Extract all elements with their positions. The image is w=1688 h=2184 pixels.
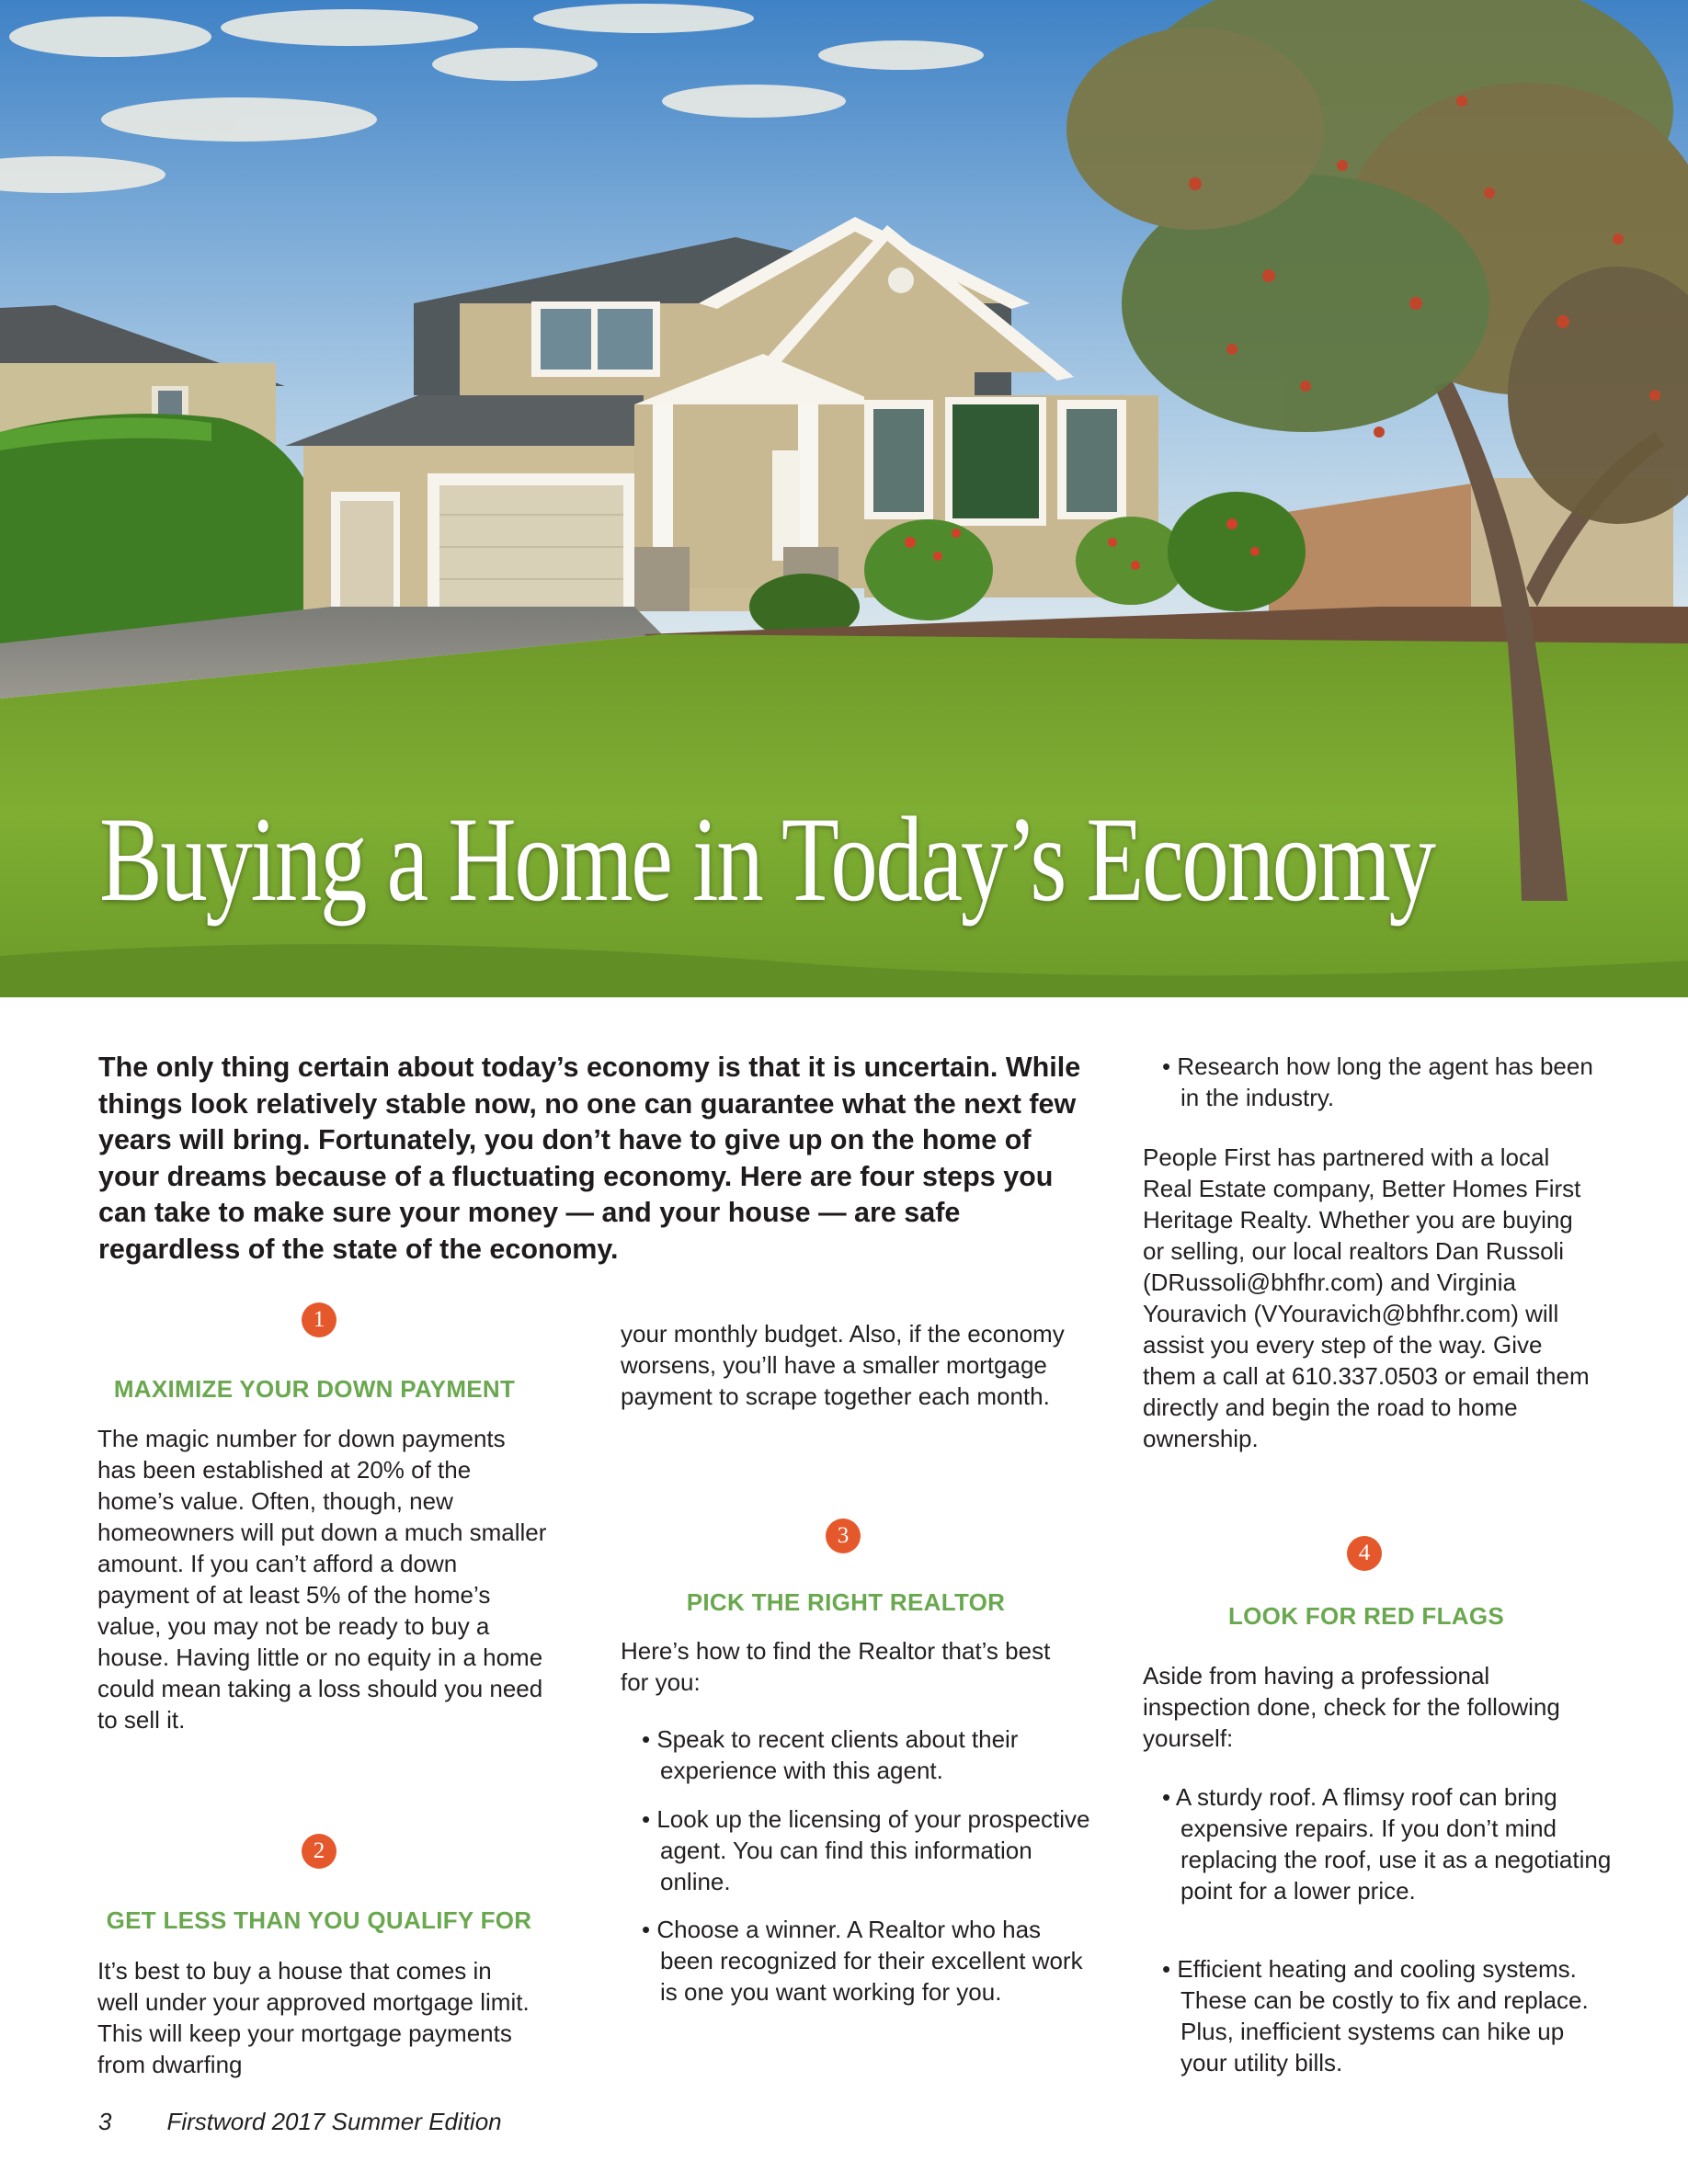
list-item-text: Choose a winner. A Realtor who has been recognized for their excellent work is one you want working for you. (656, 1916, 1083, 2006)
step-heading-3: PICK THE RIGHT REALTOR (686, 1588, 1006, 1616)
step-body-1: The magic number for down payments has been established at 20% of the home’s value. Often, though, new homeowners will put down a much smaller amount. If you can’t afford a down payment of at least 5% of the home’s value, you may not be ready to buy a house. Having little or no equity in a home could mean taking a loss should you need to sell it. (97, 1425, 547, 1734)
step-number-badge-4: 4 (1347, 1536, 1382, 1571)
list-item-text: Research how long the agent has been in the industry. (1177, 1052, 1593, 1111)
step-heading-1: MAXIMIZE YOUR DOWN PAYMENT (113, 1375, 516, 1403)
step-number-badge-1: 1 (302, 1302, 336, 1337)
list-item (1162, 1051, 1613, 1113)
list-item (1162, 1953, 1613, 2078)
list-item-text: Look up the licensing of your prospective agent. You can find this information online. (656, 1805, 1090, 1895)
step-number-badge-2: 2 (302, 1834, 336, 1869)
list-item-text: Speak to recent clients about their experience with this agent. (656, 1725, 1019, 1784)
list-item (1162, 1781, 1613, 1906)
bullet-glyph: • (642, 1916, 651, 1943)
list-item (642, 1914, 1092, 2008)
list-item-text: A sturdy roof. A flimsy roof can bring expensive repairs. If you don’t mind replacing the roof, use it as a negotiating point for a lower price. (1175, 1783, 1612, 1905)
step-body-2-continued: your monthly budget. Also, if the economy worsens, you’ll have a smaller mortgage payment to scrape together each month. (621, 1320, 1065, 1410)
partner-paragraph: People First has partnered with a local Real Estate company, Better Homes First Heritage Realty. Whether you are buying or selling, our local realtors Dan Russoli (DRussoli@bhfhr.com) and Virginia Youravich (VYouravich@bhfhr.com) will assist you every step of the way. Give them a call at 610.337.0503 or email them directly and begin the road to home ownership. (1143, 1143, 1590, 1452)
bullet-glyph: • (642, 1805, 651, 1833)
list-item (642, 1803, 1092, 1897)
step-heading-2: GET LESS THAN YOU QUALIFY FOR (106, 1906, 532, 1934)
bullet-glyph: • (1162, 1783, 1171, 1811)
bullet-glyph: • (1162, 1955, 1171, 1983)
hero-image (0, 0, 1688, 997)
step-heading-4: LOOK FOR RED FLAGS (1227, 1602, 1505, 1630)
intro-paragraph: The only thing certain about today’s economy is that it is uncertain. While things look relatively stable now, no one can guarantee what the next few years will bring. Fortunately, you don’t have to give up on the home of your dreams because of a fluctuating economy. Here are four steps you can take to make sure your money — and your house — are safe regardless of the state of the economy. (98, 1052, 1081, 1265)
list-item (642, 1723, 1092, 1786)
step-body-3: Here’s how to find the Realtor that’s best for you: (621, 1637, 1051, 1696)
step-number-badge-3: 3 (826, 1519, 861, 1553)
step-body-2: It’s best to buy a house that comes in well under your approved mortgage limit. This will keep your mortgage payments from dwarfing (97, 1957, 530, 2078)
list-item-text: Efficient heating and cooling systems. These can be costly to fix and replace. Plus, inefficient systems can hike up your utility bills. (1177, 1955, 1589, 2076)
article-title: Buying a Home in Today’s Economy (99, 791, 1434, 927)
page-number: 3 (98, 2108, 112, 2135)
step-body-4: Aside from having a professional inspection done, check for the following yourself: (1143, 1662, 1560, 1752)
bullet-glyph: • (642, 1725, 651, 1753)
publication-name: Firstword 2017 Summer Edition (166, 2108, 502, 2135)
page-footer (98, 2108, 502, 2136)
bullet-glyph: • (1162, 1052, 1171, 1080)
